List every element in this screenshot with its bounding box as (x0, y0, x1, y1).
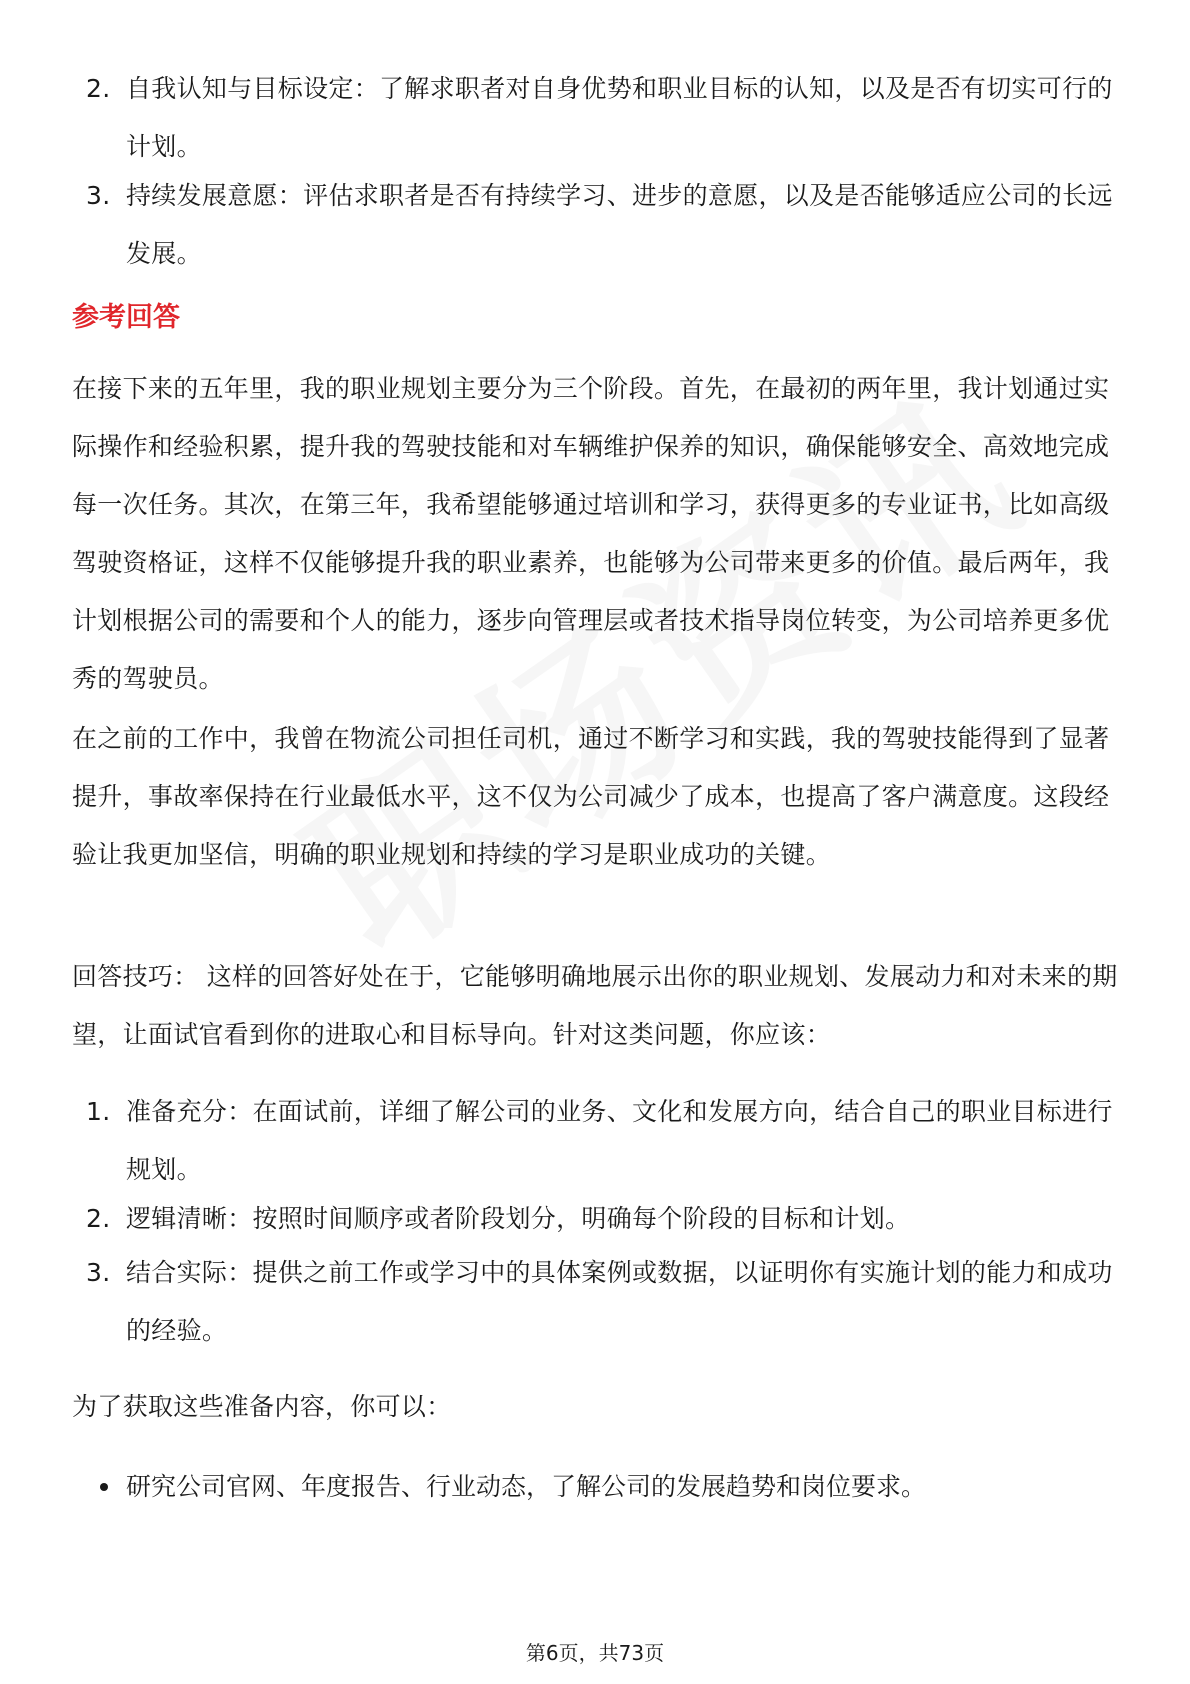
list-item (72, 167, 1122, 283)
tips-paragraph: 回答技巧： 这样的回答好处在于，它能够明确地展示出你的职业规划、发展动力和对未来的期望，让面试官看到你的进取心和目标导向。针对这类问题，你应该： (72, 962, 1118, 1049)
list-item (72, 60, 1122, 176)
section-title: 参考回答 (72, 302, 180, 333)
list-item (72, 1244, 1122, 1360)
bullet-item (72, 1458, 1122, 1516)
bullet-dot-icon (100, 1483, 108, 1491)
list-item-text: 持续发展意愿：评估求职者是否有持续学习、进步的意愿，以及是否能够适应公司的长远发展。 (126, 181, 1113, 268)
list-number: 3. (86, 181, 111, 210)
list-item-text: 准备充分：在面试前，详细了解公司的业务、文化和发展方向，结合自己的职业目标进行规划。 (126, 1097, 1113, 1184)
list-number: 1. (86, 1097, 111, 1126)
list-item-text: 自我认知与目标设定：了解求职者对自身优势和职业目标的认知，以及是否有切实可行的计划。 (126, 74, 1113, 161)
bullet-item-text: 研究公司官网、年度报告、行业动态，了解公司的发展趋势和岗位要求。 (126, 1472, 927, 1501)
list-item-text: 逻辑清晰：按照时间顺序或者阶段划分，明确每个阶段的目标和计划。 (126, 1204, 911, 1233)
experience-paragraph: 在之前的工作中，我曾在物流公司担任司机，通过不断学习和实践，我的驾驶技能得到了显著提升，事故率保持在行业最低水平，这不仅为公司减少了成本，也提高了客户满意度。这段经验让我更加坚信，明确的职业规划和持续的学习是职业成功的关键。 (72, 724, 1110, 869)
answer-paragraph: 在接下来的五年里，我的职业规划主要分为三个阶段。首先，在最初的两年里，我计划通过实际操作和经验积累，提升我的驾驶技能和对车辆维护保养的知识，确保能够安全、高效地完成每一次任务。其次，在第三年，我希望能够通过培训和学习，获得更多的专业证书，比如高级驾驶资格证，这样不仅能够提升我的职业素养，也能够为公司带来更多的价值。最后两年，我计划根据公司的需要和个人的能力，逐步向管理层或者技术指导岗位转变，为公司培养更多优秀的驾驶员。 (72, 374, 1110, 693)
list-item (72, 1083, 1122, 1199)
list-number: 2. (86, 74, 111, 103)
list-item (72, 1190, 1122, 1248)
list-number: 3. (86, 1258, 111, 1287)
page-footer: 第6页，共73页 (525, 1641, 665, 1665)
prep-intro: 为了获取这些准备内容，你可以： (72, 1392, 452, 1421)
list-item-text: 结合实际：提供之前工作或学习中的具体案例或数据，以证明你有实施计划的能力和成功的经验。 (126, 1258, 1113, 1345)
list-number: 2. (86, 1204, 111, 1233)
